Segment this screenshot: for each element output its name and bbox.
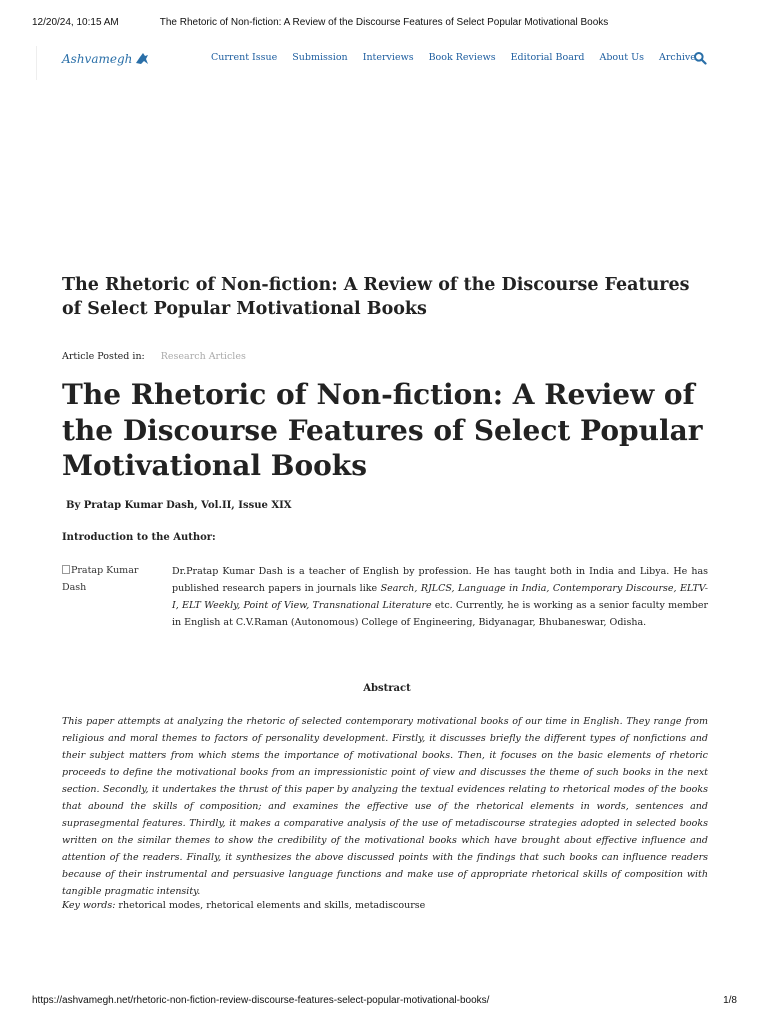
nav-book-reviews[interactable]: Book Reviews (428, 52, 496, 63)
site-logo[interactable] (62, 51, 150, 67)
posted-label: Article Posted in: (62, 351, 145, 362)
print-header (0, 17, 768, 31)
horse-logo-icon (134, 51, 150, 67)
nav-current-issue[interactable]: Current Issue (211, 52, 278, 63)
category-link[interactable]: Research Articles (160, 351, 246, 362)
article-title: The Rhetoric of Non-fiction: A Review of the Discourse Features of Select Popular Motivational Books (62, 378, 703, 482)
keywords-label: Key words: (62, 900, 116, 911)
keywords-list: rhetorical modes, rhetorical elements and skills, metadiscourse (115, 900, 426, 911)
author-image-alt: Pratap Kumar Dash (62, 565, 139, 593)
main-menu (211, 52, 696, 63)
logo-text: Ashvamegh (62, 52, 133, 66)
abstract-heading: Abstract (363, 683, 411, 694)
print-footer (0, 995, 768, 1009)
nav-editorial-board[interactable]: Editorial Board (510, 52, 585, 63)
print-page-number: 1/8 (723, 995, 737, 1006)
article-byline: By Pratap Kumar Dash, Vol.II, Issue XIX (66, 500, 292, 511)
bio-journals: Search, RJLCS, Language in India, Contemporary Discourse, ELTV-I, ELT Weekly, Point of View, Transnational Literature (172, 583, 708, 611)
search-icon[interactable] (693, 51, 707, 65)
author-image (62, 562, 162, 596)
intro-heading: Introduction to the Author: (62, 532, 216, 543)
nav-interviews[interactable]: Interviews (362, 52, 414, 63)
author-bio (172, 563, 708, 631)
bio-text-2: etc. Currently, he is working as a senior faculty member in English at C.V.Raman (Autonomous) College of Engineering, Bidyanagar, Bhubaneswar, Odisha. (172, 600, 708, 628)
navbar-divider (36, 46, 37, 80)
nav-about-us[interactable]: About Us (599, 52, 644, 63)
nav-archive[interactable]: Archive (658, 52, 696, 63)
page-title: The Rhetoric of Non-fiction: A Review of the Discourse Features of Select Popular Motivational Books (62, 275, 690, 319)
post-category-line (62, 351, 246, 362)
keywords (62, 900, 425, 911)
print-url: https://ashvamegh.net/rhetoric-non-fiction-review-discourse-features-select-popular-motivational-books/ (32, 995, 490, 1006)
bio-text-1: Dr.Pratap Kumar Dash is a teacher of English by profession. He has taught both in India and Libya. He has published research papers in journals like (172, 566, 708, 594)
nav-submission[interactable]: Submission (292, 52, 348, 63)
abstract-text: This paper attempts at analyzing the rhetoric of selected contemporary motivational books of our time in English. They range from religious and moral themes to factors of personality development. Firstly, it discusses briefly the different types of nonfictions and their subject matters from which stems the importance of motivational books. Then, it focuses on the basic elements of rhetoric proceeds to define the motivational books from an impressionistic point of view and discusses the theme of such books in the next section. Secondly, it undertakes the thrust of this paper by analyzing the textual evidences relating to rhetorical modes of the books that abound the skills of composition; and examines the effective use of the rhetorical elements in words, sentences and suprasegmental features. Thirdly, it makes a comparative analysis of the use of metadiscourse strategies adopted in selected books written on the similar themes to show the credibility of the motivational books which have brought about effective influence and attention of the readers. Finally, it synthesizes the above discussed points with the findings that such books can influence readers because of their instrumental and persuasive language functions and make use of appropriate rhetorical skills of composition with tangible pragmatic intensity. (62, 716, 708, 897)
site-navbar (36, 46, 726, 76)
print-datetime: 12/20/24, 10:15 AM (32, 17, 119, 28)
print-page-title: The Rhetoric of Non-fiction: A Review of the Discourse Features of Select Popular Motivational Books (159, 17, 609, 28)
broken-image-icon (62, 565, 70, 574)
